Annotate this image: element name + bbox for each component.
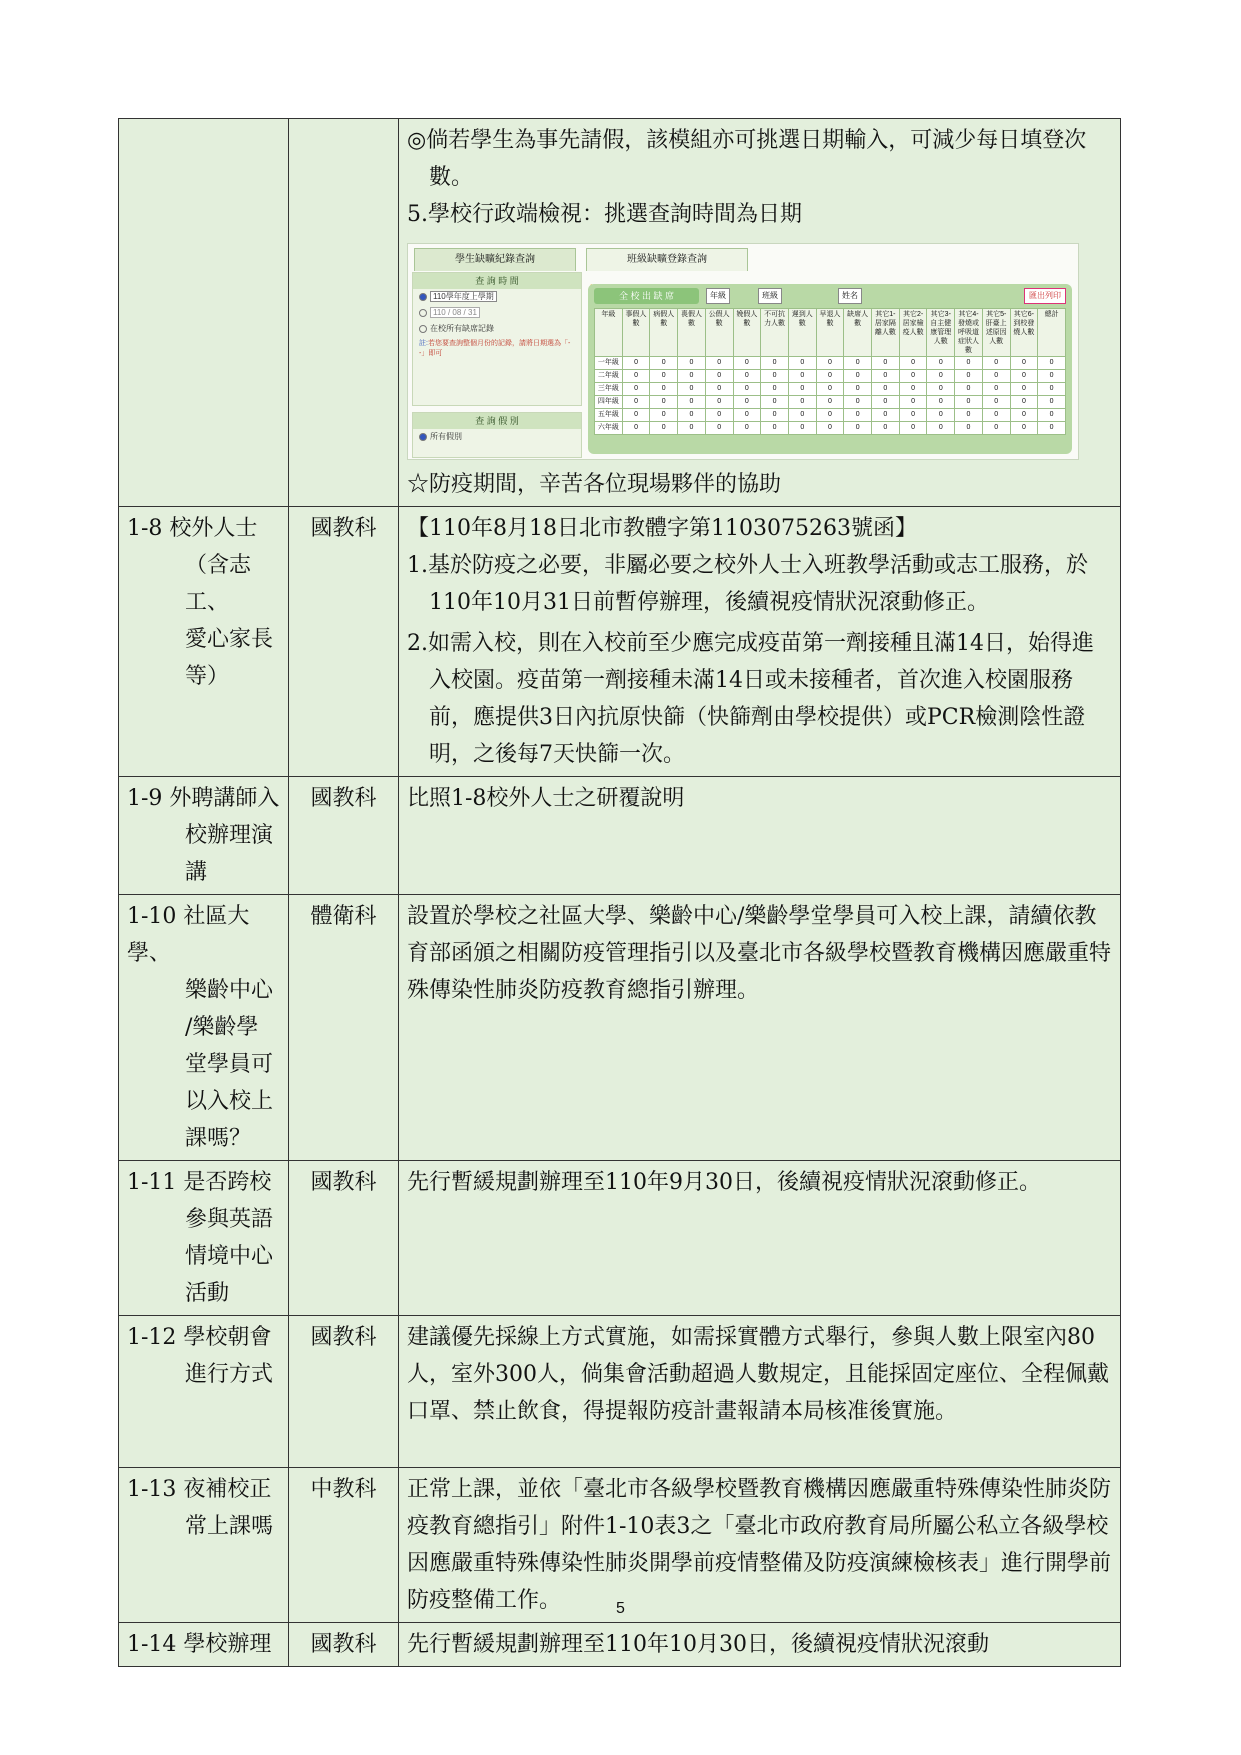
count-cell: 0 [899, 370, 927, 383]
column-header: 缺席人數 [844, 309, 872, 357]
count-cell: 0 [872, 409, 900, 422]
topic-line: 1-14 學校辦理 [127, 1632, 272, 1657]
count-cell: 0 [899, 357, 927, 370]
count-cell: 0 [872, 383, 900, 396]
topic-line: 1-9 外聘講師入 [127, 786, 280, 811]
all-leave-option[interactable] [413, 429, 581, 445]
topic-line: /樂齡學 [185, 1015, 259, 1040]
column-header: 病假人數 [650, 309, 678, 357]
count-cell: 0 [705, 409, 733, 422]
attendance-header-row [595, 309, 1066, 357]
count-cell: 0 [622, 409, 650, 422]
query-type-header: 查 詢 假 別 [413, 413, 581, 429]
count-cell: 0 [1010, 357, 1038, 370]
count-cell: 0 [761, 409, 789, 422]
count-cell: 0 [1010, 370, 1038, 383]
count-cell: 0 [650, 357, 678, 370]
topic-cell [119, 777, 289, 895]
content-paragraph: 1.基於防疫之必要，非屬必要之校外人士入班教學活動或志工服務，於110年10月31日前暫停辦理，後續視疫情狀況滾動修正。 [407, 553, 1088, 615]
name-select[interactable]: 姓名 [838, 288, 862, 304]
grade-label: 一年級 [595, 357, 623, 370]
topic-line: 活動 [185, 1281, 230, 1306]
grade-label: 五年級 [595, 409, 623, 422]
topic-line: （含志工、 [185, 553, 252, 615]
all-leave-label: 所有假別 [430, 432, 462, 441]
count-cell: 0 [816, 357, 844, 370]
panel-title: 全 校 出 缺 席 [594, 288, 699, 304]
count-cell: 0 [622, 422, 650, 435]
count-cell: 0 [872, 370, 900, 383]
count-cell: 0 [733, 409, 761, 422]
content-cell [399, 777, 1121, 895]
topic-line: 校辦理演講 [185, 823, 274, 885]
count-cell: 0 [982, 409, 1010, 422]
content-cell [399, 895, 1121, 1161]
count-cell: 0 [1038, 396, 1066, 409]
topic-line: 樂齡中心 [185, 978, 274, 1003]
count-cell: 0 [982, 422, 1010, 435]
content-paragraph: 正常上課，並依「臺北市各級學校暨教育機構因應嚴重特殊傳染性肺炎防疫教育總指引」附件1-10表3之「臺北市政府教育局所屬公私立各級學校因應嚴重特殊傳染性肺炎開學前疫情整備及防疫演練檢核表」進行開學前防疫整備工作。 [407, 1477, 1112, 1613]
content-paragraph: 先行暫緩規劃辦理至110年10月30日，後續視疫情狀況滾動 [407, 1632, 989, 1657]
count-cell: 0 [761, 370, 789, 383]
note-text: 若您要查詢整個月份的記錄，請將日期選為「--」即可 [419, 340, 571, 357]
count-cell: 0 [733, 396, 761, 409]
attendance-row [595, 396, 1066, 409]
count-cell: 0 [872, 396, 900, 409]
topic-cell [119, 895, 289, 1161]
date-option[interactable] [413, 305, 581, 321]
count-cell: 0 [650, 383, 678, 396]
topic-line: 常上課嗎 [185, 1514, 274, 1539]
content-cell [399, 1161, 1121, 1316]
count-cell: 0 [955, 370, 983, 383]
content-paragraph: 【110年8月18日北市教體字第1103075263號函】 [407, 516, 917, 541]
content-cell [399, 1316, 1121, 1468]
radio-icon [419, 309, 427, 317]
topic-cell [119, 119, 289, 507]
count-cell: 0 [1010, 422, 1038, 435]
count-cell: 0 [872, 422, 900, 435]
query-time-header: 查 詢 時 間 [413, 273, 581, 289]
column-header: 不可抗力人數 [761, 309, 789, 357]
all-records-label: 在校所有缺席記錄 [430, 324, 494, 333]
radio-icon [419, 325, 427, 333]
column-header: 其它6-到校發燒人數 [1010, 309, 1038, 357]
count-cell: 0 [927, 409, 955, 422]
count-cell: 0 [982, 357, 1010, 370]
count-cell: 0 [844, 409, 872, 422]
count-cell: 0 [788, 383, 816, 396]
tab-class-absence[interactable]: 班級缺曠登錄查詢 [586, 248, 748, 271]
count-cell: 0 [844, 383, 872, 396]
content-paragraph: 先行暫緩規劃辦理至110年9月30日，後續視疫情狀況滾動修正。 [407, 1170, 1041, 1195]
attendance-row [595, 409, 1066, 422]
column-header: 喪假人數 [678, 309, 706, 357]
count-cell: 0 [955, 357, 983, 370]
count-cell: 0 [927, 383, 955, 396]
dept-cell: 國教科 [289, 1316, 399, 1468]
column-header: 事假人數 [622, 309, 650, 357]
class-select[interactable]: 班級 [758, 288, 782, 304]
count-cell: 0 [1010, 396, 1038, 409]
topic-line: 1-10 社區大學、 [127, 904, 250, 966]
dept-cell: 國教科 [289, 777, 399, 895]
content-paragraph: 建議優先採線上方式實施，如需採實體方式舉行，參與人數上限室內80人，室外300人，倘集會活動超過人數規定，且能採固定座位、全程佩戴口罩、禁止飲食，得提報防疫計畫報請本局核准後實施。 [407, 1325, 1109, 1424]
count-cell: 0 [899, 422, 927, 435]
topic-line: 1-11 是否跨校 [127, 1170, 272, 1195]
attendance-row [595, 357, 1066, 370]
count-cell: 0 [650, 370, 678, 383]
count-cell: 0 [955, 396, 983, 409]
grade-label: 六年級 [595, 422, 623, 435]
column-header: 其它4-發燒或呼吸道症狀人數 [955, 309, 983, 357]
dept-cell: 體衛科 [289, 895, 399, 1161]
radio-selected-icon [419, 293, 427, 301]
count-cell: 0 [1038, 370, 1066, 383]
content-cell [399, 119, 1121, 507]
table-row [119, 507, 1121, 777]
count-cell: 0 [899, 409, 927, 422]
table-row [119, 777, 1121, 895]
count-cell: 0 [816, 370, 844, 383]
topic-line: 情境中心 [185, 1244, 274, 1269]
count-cell: 0 [761, 396, 789, 409]
count-cell: 0 [844, 422, 872, 435]
count-cell: 0 [705, 422, 733, 435]
column-header: 其它1-居家隔離人數 [872, 309, 900, 357]
term-option[interactable] [413, 289, 581, 305]
export-button[interactable]: 匯出列印 [1024, 288, 1066, 304]
content-paragraph: 5.學校行政端檢視：挑選查詢時間為日期 [407, 202, 802, 227]
topic-line: 參與英語 [185, 1207, 274, 1232]
content-cell [399, 1623, 1121, 1667]
column-header: 娩假人數 [733, 309, 761, 357]
count-cell: 0 [678, 396, 706, 409]
count-cell: 0 [1038, 409, 1066, 422]
count-cell: 0 [761, 357, 789, 370]
column-header: 總計 [1038, 309, 1066, 357]
count-cell: 0 [844, 357, 872, 370]
dept-cell: 國教科 [289, 1161, 399, 1316]
count-cell: 0 [816, 383, 844, 396]
count-cell: 0 [678, 422, 706, 435]
topic-line: 堂學員可 [185, 1052, 274, 1077]
count-cell: 0 [705, 383, 733, 396]
count-cell: 0 [788, 357, 816, 370]
count-cell: 0 [1038, 383, 1066, 396]
dept-cell: 中教科 [289, 1468, 399, 1623]
count-cell: 0 [927, 370, 955, 383]
dept-cell: 國教科 [289, 507, 399, 777]
count-cell: 0 [982, 383, 1010, 396]
count-cell: 0 [927, 422, 955, 435]
count-cell: 0 [622, 370, 650, 383]
count-cell: 0 [733, 357, 761, 370]
column-header: 遲到人數 [788, 309, 816, 357]
topic-line: 1-12 學校朝會 [127, 1325, 272, 1350]
attendance-screenshot [407, 243, 1079, 460]
count-cell: 0 [816, 409, 844, 422]
topic-line: 1-8 校外人士 [127, 516, 258, 541]
count-cell: 0 [678, 357, 706, 370]
all-records-option[interactable] [413, 321, 581, 337]
topic-cell [119, 1161, 289, 1316]
count-cell: 0 [1010, 383, 1038, 396]
topic-line: 以入校上 [185, 1089, 274, 1114]
term-select[interactable]: 110學年度上學期 [430, 291, 497, 302]
column-header: 年級 [595, 309, 623, 357]
content-paragraph: ◎倘若學生為事先請假，該模組亦可挑選日期輸入，可減少每日填登次數。 [407, 128, 1087, 190]
count-cell: 0 [788, 422, 816, 435]
count-cell: 0 [982, 370, 1010, 383]
count-cell: 0 [788, 396, 816, 409]
count-cell: 0 [761, 383, 789, 396]
topic-line: 等） [185, 664, 230, 689]
topic-line: 進行方式 [185, 1362, 274, 1387]
grade-label: 二年級 [595, 370, 623, 383]
count-cell: 0 [761, 422, 789, 435]
count-cell: 0 [927, 357, 955, 370]
count-cell: 0 [1010, 409, 1038, 422]
note-label: 註: [419, 340, 428, 347]
count-cell: 0 [678, 383, 706, 396]
count-cell: 0 [927, 396, 955, 409]
count-cell: 0 [1038, 357, 1066, 370]
column-header: 其它3-自主健康管理人數 [927, 309, 955, 357]
qa-table [118, 118, 1121, 1667]
table-row [119, 119, 1121, 507]
count-cell: 0 [678, 409, 706, 422]
count-cell: 0 [622, 396, 650, 409]
count-cell: 0 [733, 370, 761, 383]
count-cell: 0 [955, 383, 983, 396]
content-paragraph: ☆防疫期間，辛苦各位現場夥伴的協助 [407, 472, 782, 497]
grade-label: 三年級 [595, 383, 623, 396]
topic-line: 愛心家長 [185, 627, 274, 652]
topic-cell [119, 1316, 289, 1468]
topic-cell [119, 1623, 289, 1667]
count-cell: 0 [622, 357, 650, 370]
count-cell: 0 [733, 422, 761, 435]
dept-cell [289, 119, 399, 507]
count-cell: 0 [816, 422, 844, 435]
count-cell: 0 [650, 396, 678, 409]
count-cell: 0 [844, 396, 872, 409]
count-cell: 0 [733, 383, 761, 396]
dept-cell: 國教科 [289, 1623, 399, 1667]
attendance-row [595, 370, 1066, 383]
count-cell: 0 [872, 357, 900, 370]
attendance-table [594, 308, 1066, 435]
table-row [119, 1161, 1121, 1316]
attendance-row [595, 422, 1066, 435]
count-cell: 0 [622, 383, 650, 396]
count-cell: 0 [650, 409, 678, 422]
school-attendance-panel [588, 284, 1072, 454]
table-row [119, 1316, 1121, 1468]
column-header: 其它5-肝臺上述原因人數 [982, 309, 1010, 357]
column-header: 公假人數 [705, 309, 733, 357]
query-note [413, 337, 581, 361]
count-cell: 0 [982, 396, 1010, 409]
grade-select[interactable]: 年級 [706, 288, 730, 304]
topic-line: 課嗎？ [185, 1126, 252, 1151]
count-cell: 0 [955, 409, 983, 422]
count-cell: 0 [955, 422, 983, 435]
column-header: 其它2-居家檢疫人數 [899, 309, 927, 357]
date-select[interactable]: 110 / 08 / 31 [430, 307, 480, 318]
content-paragraph: 比照1-8校外人士之研覆說明 [407, 786, 685, 811]
page-number: 5 [616, 1600, 625, 1617]
grade-label: 四年級 [595, 396, 623, 409]
table-row [119, 1623, 1121, 1667]
count-cell: 0 [678, 370, 706, 383]
topic-cell [119, 507, 289, 777]
count-cell: 0 [899, 383, 927, 396]
column-header: 早退人數 [816, 309, 844, 357]
content-paragraph: 2.如需入校，則在入校前至少應完成疫苗第一劑接種且滿14日，始得進入校園。疫苗第一劑接種未滿14日或未接種者，首次進入校園服務前，應提供3日內抗原快篩（快篩劑由學校提供）或PCR檢測陰性證明，之後每7天快篩一次。 [407, 631, 1094, 767]
table-row [119, 895, 1121, 1161]
count-cell: 0 [788, 409, 816, 422]
count-cell: 0 [705, 370, 733, 383]
tab-student-absence[interactable]: 學生缺曠紀錄查詢 [414, 248, 576, 271]
content-paragraph: 設置於學校之社區大學、樂齡中心/樂齡學堂學員可入校上課，請續依教育部函頒之相關防疫管理指引以及臺北市各級學校暨教育機構因應嚴重特殊傳染性肺炎防疫教育總指引辦理。 [407, 904, 1112, 1003]
count-cell: 0 [705, 396, 733, 409]
query-time-panel [412, 272, 582, 406]
count-cell: 0 [705, 357, 733, 370]
attendance-row [595, 383, 1066, 396]
count-cell: 0 [650, 422, 678, 435]
count-cell: 0 [899, 396, 927, 409]
count-cell: 0 [1038, 422, 1066, 435]
count-cell: 0 [844, 370, 872, 383]
content-cell [399, 507, 1121, 777]
topic-line: 1-13 夜補校正 [127, 1477, 272, 1502]
count-cell: 0 [788, 370, 816, 383]
query-type-panel [412, 412, 582, 458]
count-cell: 0 [816, 396, 844, 409]
radio-selected-icon [419, 433, 427, 441]
